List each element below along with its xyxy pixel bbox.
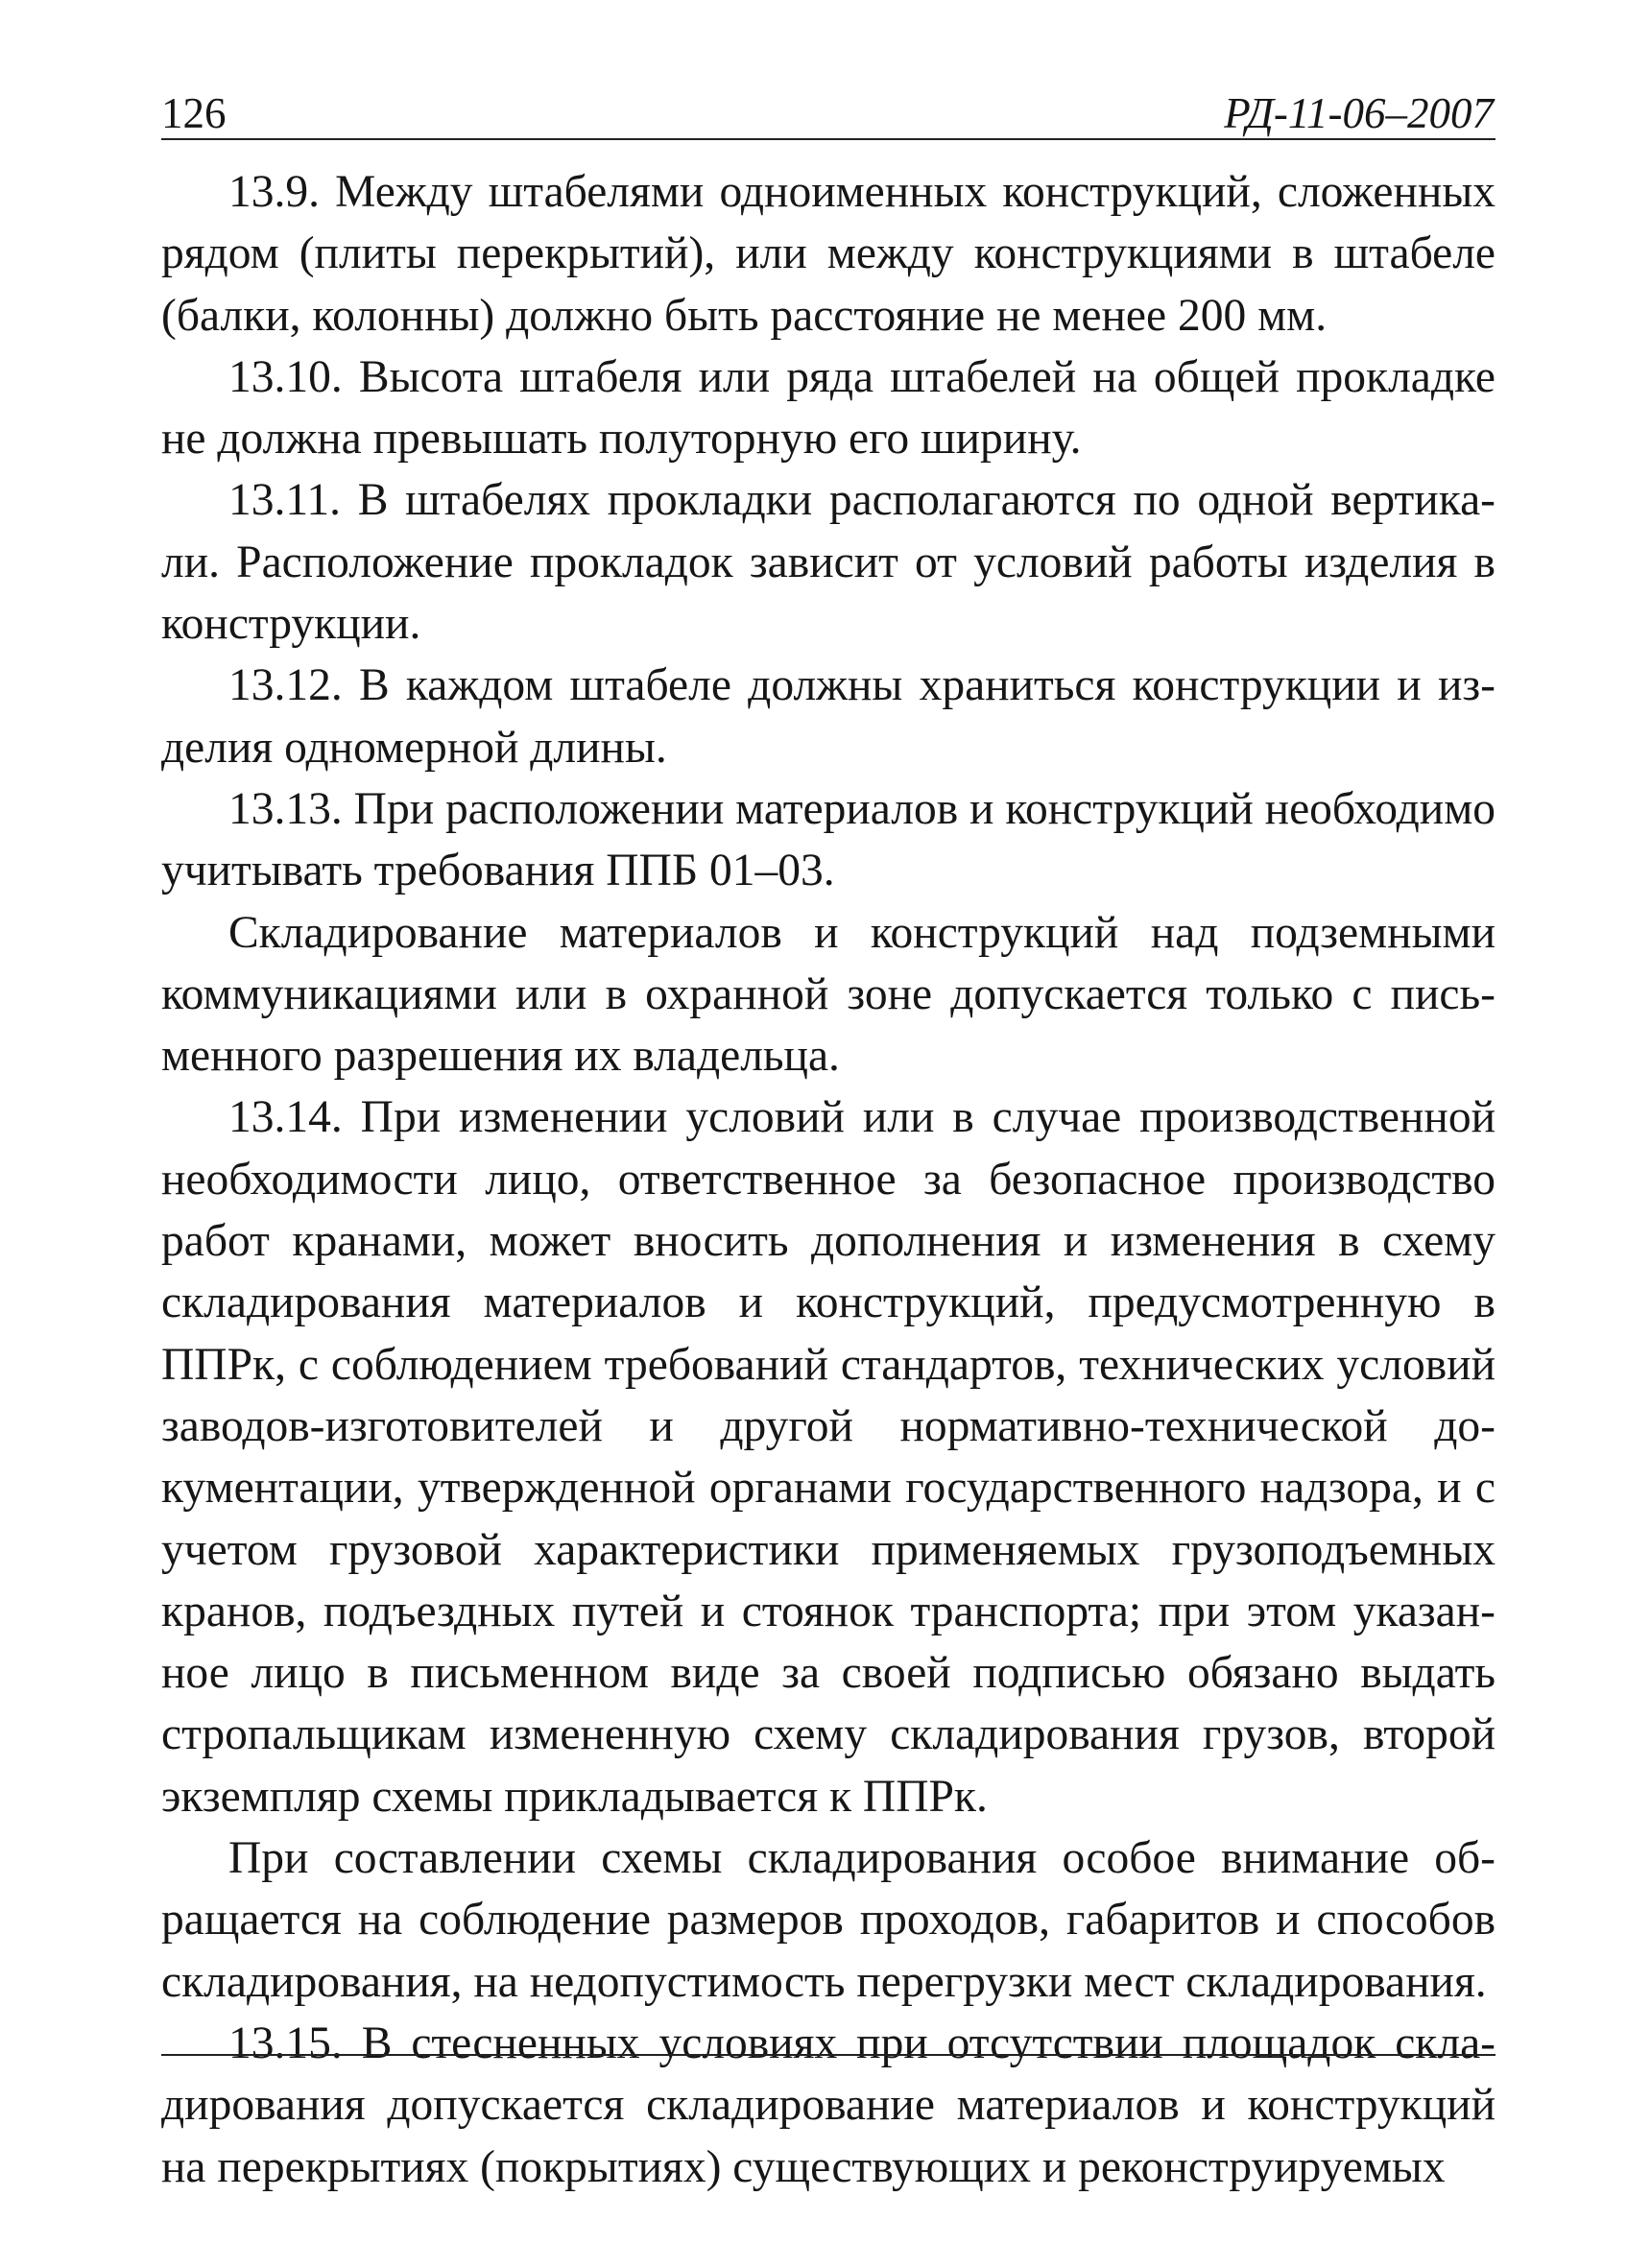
paragraph-13-13: 13.13. При расположении материалов и конструкций необходимо учитывать требования ППБ 01–03. — [161, 783, 1495, 896]
footer-rule — [161, 2054, 1495, 2056]
paragraph-13-9: 13.9. Между штабелями одноименных конструкций, сложенных рядом (плиты перекрытий), или между конструкциями в штабеле (балки, колонны) должно быть расстояние не менее 200 мм. — [161, 167, 1495, 341]
document-code: РД-11-06–2007 — [1224, 89, 1494, 137]
page-header — [161, 88, 1495, 138]
page-body — [161, 161, 1495, 2198]
paragraph-storage-over-utilities: Складирование материалов и конструкций над подземными коммуникациями или в охранной зоне допускается только с письменного разрешения их владельца. — [161, 907, 1495, 1082]
paragraph-13-11: 13.11. В штабелях прокладки располагаются по одной вертикали. Расположение прокладок зависит от условий работы изделия в конструкции. — [161, 475, 1495, 650]
paragraph-storage-scheme: При составлении схемы складирования особое внимание обращается на соблюдение размеров проходов, габаритов и способов складирования, на недопустимость перегрузки мест складирования. — [161, 1833, 1495, 2007]
page-number: 126 — [161, 89, 227, 137]
paragraph-13-14: 13.14. При изменении условий или в случае производственной необходимости лицо, ответственное за безопасное производство работ кранами, может вносить дополнения и изменения в схему складирования материалов и конструкций, предусмотренную в ППРк, с соблюдением требований стандартов, технических условий заводов-изготовителей и другой нормативно-технической документации, утвержденной органами государственного надзора, и с учетом грузовой характеристики применяемых грузоподъемных кранов, подъездных путей и стоянок транспорта; при этом указанное лицо в письменном виде за своей подписью обязано выдать стропальщикам измененную схему складирования грузов, второй экземпляр схемы прикладывается к ППРк. — [161, 1092, 1495, 1822]
paragraph-13-10: 13.10. Высота штабеля или ряда штабелей на общей прокладке не должна превышать полуторную его ширину. — [161, 351, 1495, 465]
paragraph-13-12: 13.12. В каждом штабеле должны храниться конструкции и изделия одномерной длины. — [161, 660, 1495, 773]
paragraph-13-15: 13.15. В стесненных условиях при отсутствии площадок складирования допускается складирование материалов и конструкций на перекрытиях (покрытиях) существующих и реконструируемых — [161, 2017, 1495, 2192]
header-rule — [161, 138, 1495, 140]
